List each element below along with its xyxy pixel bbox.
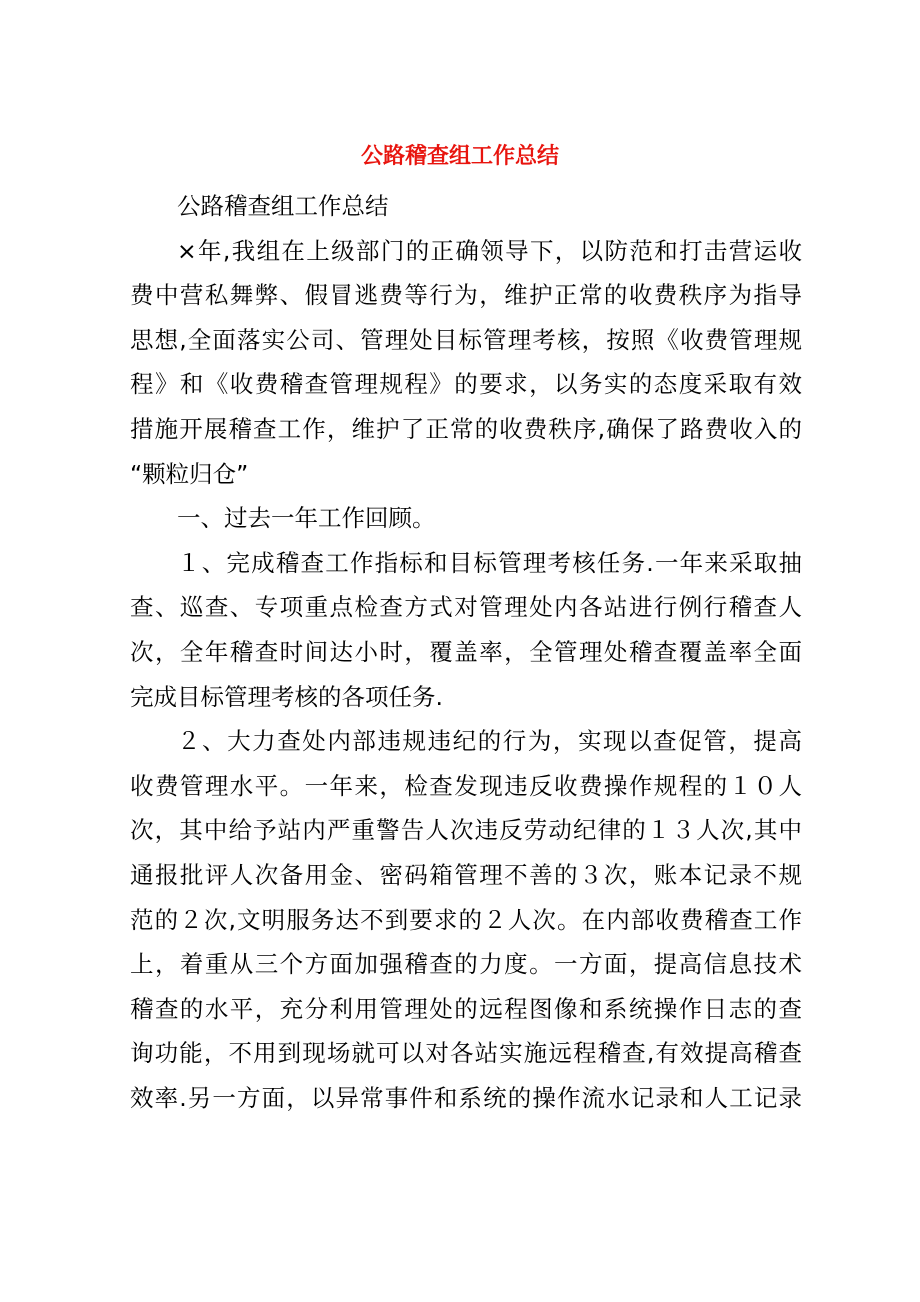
body-line: 次，其中给予站内严重警告人次违反劳动纪律的１３人次,其中	[130, 816, 802, 845]
body-line: 程》和《收费稽查管理规程》的要求，以务实的态度采取有效	[130, 370, 802, 399]
body-line: １、完成稽查工作指标和目标管理考核任务.一年来采取抽	[177, 548, 802, 577]
body-line: 查、巡查、专项重点检查方式对管理处内各站进行例行稽查人	[130, 593, 802, 622]
body-line: 效率.另一方面，以异常事件和系统的操作流水记录和人工记录	[130, 1083, 802, 1112]
body-line: “颗粒归仓”	[130, 459, 249, 488]
body-line: ×年,我组在上级部门的正确领导下，以防范和打击营运收	[177, 236, 802, 265]
body-line: 完成目标管理考核的各项任务.	[130, 682, 443, 711]
document-body	[130, 184, 802, 1120]
body-line: 次，全年稽查时间达小时，覆盖率，全管理处稽查覆盖率全面	[130, 637, 802, 666]
body-line: 思想,全面落实公司、管理处目标管理考核，按照《收费管理规	[130, 325, 802, 354]
body-line: 上，着重从三个方面加强稽查的力度。一方面，提高信息技术	[130, 950, 802, 979]
body-line: 收费管理水平。一年来，检查发现违反收费操作规程的１０人	[130, 771, 802, 800]
body-line: 费中营私舞弊、假冒逃费等行为，维护正常的收费秩序为指导	[130, 281, 802, 310]
body-line: 稽查的水平，充分利用管理处的远程图像和系统操作日志的查	[130, 994, 802, 1023]
body-line: 范的２次,文明服务达不到要求的２人次。在内部收费稽查工作	[130, 905, 802, 934]
body-line: ２、大力查处内部违规违纪的行为，实现以查促管，提高	[177, 727, 802, 756]
body-line: 措施开展稽查工作，维护了正常的收费秩序,确保了路费收入的	[130, 414, 802, 443]
body-line: 通报批评人次备用金、密码箱管理不善的３次，账本记录不规	[130, 860, 802, 889]
body-line: 询功能，不用到现场就可以对各站实施远程稽查,有效提高稽查	[130, 1039, 802, 1068]
document-title: 公路稽查组工作总结	[360, 144, 559, 169]
body-subtitle-line: 公路稽查组工作总结	[177, 192, 389, 220]
section-heading: 一、过去一年工作回顾。	[177, 504, 436, 533]
